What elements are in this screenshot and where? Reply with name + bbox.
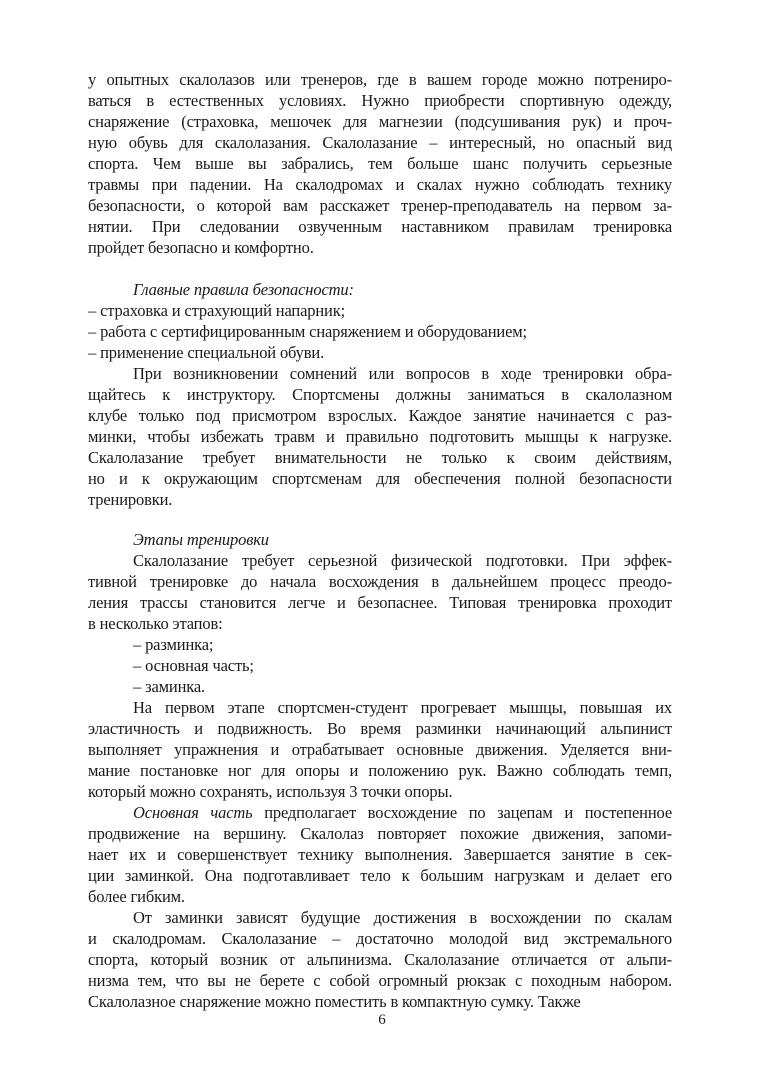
- text-line: который можно сохранять, используя 3 точки опоры.: [88, 782, 453, 801]
- list-item: – основная часть;: [133, 656, 254, 675]
- text-line: нает их и совершенствует технику выполнения. Завершается занятие в сек-: [88, 845, 672, 864]
- text-line: Этапы тренировки: [133, 530, 269, 549]
- text-span: предполагает восхождение по зацепам и постепенное: [252, 803, 672, 822]
- paragraph: [88, 363, 672, 510]
- paragraph: [88, 802, 672, 907]
- section-heading: [88, 279, 672, 300]
- text-line: низма тем, что вы не берете с собой огромный рюкзак с походным набором.: [88, 971, 672, 990]
- text-line: клубе только под присмотром взрослых. Каждое занятие начинается с раз-: [88, 406, 672, 425]
- text-line: Скалолазное снаряжение можно поместить в компактную сумку. Также: [88, 992, 581, 1011]
- list-item: – работа с сертифицированным снаряжением и оборудованием;: [88, 322, 527, 341]
- text-line: более гибким.: [88, 887, 185, 906]
- text-line: ции заминкой. Она подготавливает тело к большим нагрузкам и делает его: [88, 866, 672, 885]
- text-line: безопасности, о которой вам расскажет тренер-преподаватель на первом за-: [88, 196, 672, 215]
- text-line: спорта. Чем выше вы забрались, тем больше шанс получить серьезные: [88, 154, 672, 173]
- text-line: нятии. При следовании озвученным наставником правилам тренировка: [88, 217, 672, 236]
- text-line: и скалодромам. Скалолазание – достаточно молодой вид экстремального: [88, 929, 672, 948]
- text-line: На первом этапе спортсмен-студент прогревает мышцы, повышая их: [133, 698, 672, 717]
- text-line: Главные правила безопасности:: [133, 280, 354, 299]
- paragraph: [88, 907, 672, 1012]
- paragraph: [88, 69, 672, 258]
- section-heading: [88, 529, 672, 550]
- text-line: Скалолазание требует внимательности не только к своим действиям,: [88, 448, 672, 467]
- text-line: тивной тренировке до начала восхождения в дальнейшем процесс преодо-: [88, 572, 672, 591]
- text-line: в несколько этапов:: [88, 614, 223, 633]
- text-line: тренировки.: [88, 490, 173, 509]
- bullet-list: [88, 300, 672, 363]
- text-line: ную обувь для скалолазания. Скалолазание – интересный, но опасный вид: [88, 133, 672, 152]
- text-line: [88, 802, 672, 823]
- text-line: ваться в естественных условиях. Нужно приобрести спортивную одежду,: [88, 91, 672, 110]
- paragraph: [88, 550, 672, 634]
- text-line: снаряжение (страховка, мешочек для магнезии (подсушивания рук) и проч-: [88, 112, 672, 131]
- text-line: При возникновении сомнений или вопросов в ходе тренировки обра-: [133, 364, 672, 383]
- text-line: мание постановке ног для опоры и положению рук. Важно соблюдать темп,: [88, 761, 672, 780]
- list-item: – страховка и страхующий напарник;: [88, 301, 346, 320]
- paragraph: [88, 697, 672, 802]
- italic-term: Основная часть: [133, 803, 253, 822]
- list-item: – применение специальной обуви.: [88, 343, 325, 362]
- text-line: травмы при падении. На скалодромах и скалах нужно соблюдать технику: [88, 175, 672, 194]
- list-item: – разминка;: [133, 635, 214, 654]
- text-line: выполняет упражнения и отрабатывает основные движения. Уделяется вни-: [88, 740, 672, 759]
- text-line: От заминки зависят будущие достижения в восхождении по скалам: [133, 908, 672, 927]
- text-line: Скалолазание требует серьезной физической подготовки. При эффек-: [133, 551, 672, 570]
- text-line: минки, чтобы избежать травм и правильно подготовить мышцы к нагрузке.: [88, 427, 672, 446]
- bullet-list: [88, 634, 672, 697]
- text-line: пройдет безопасно и комфортно.: [88, 238, 314, 257]
- text-line: спорта, который возник от альпинизма. Скалолазание отличается от альпи-: [88, 950, 672, 969]
- document-page-body: [88, 69, 672, 1012]
- text-line: у опытных скалолазов или тренеров, где в вашем городе можно потрениро-: [88, 70, 672, 89]
- text-line: ления трассы становится легче и безопаснее. Типовая тренировка проходит: [88, 593, 672, 612]
- text-line: эластичность и подвижность. Во время разминки начинающий альпинист: [88, 719, 672, 738]
- text-line: щайтесь к инструктору. Спортсмены должны заниматься в скалолазном: [88, 385, 672, 404]
- text-line: но и к окружающим спортсменам для обеспечения полной безопасности: [88, 469, 672, 488]
- list-item: – заминка.: [133, 677, 206, 696]
- page-number: 6: [378, 1012, 386, 1028]
- text-line: продвижение на вершину. Скалолаз повторяет похожие движения, запоми-: [88, 824, 672, 843]
